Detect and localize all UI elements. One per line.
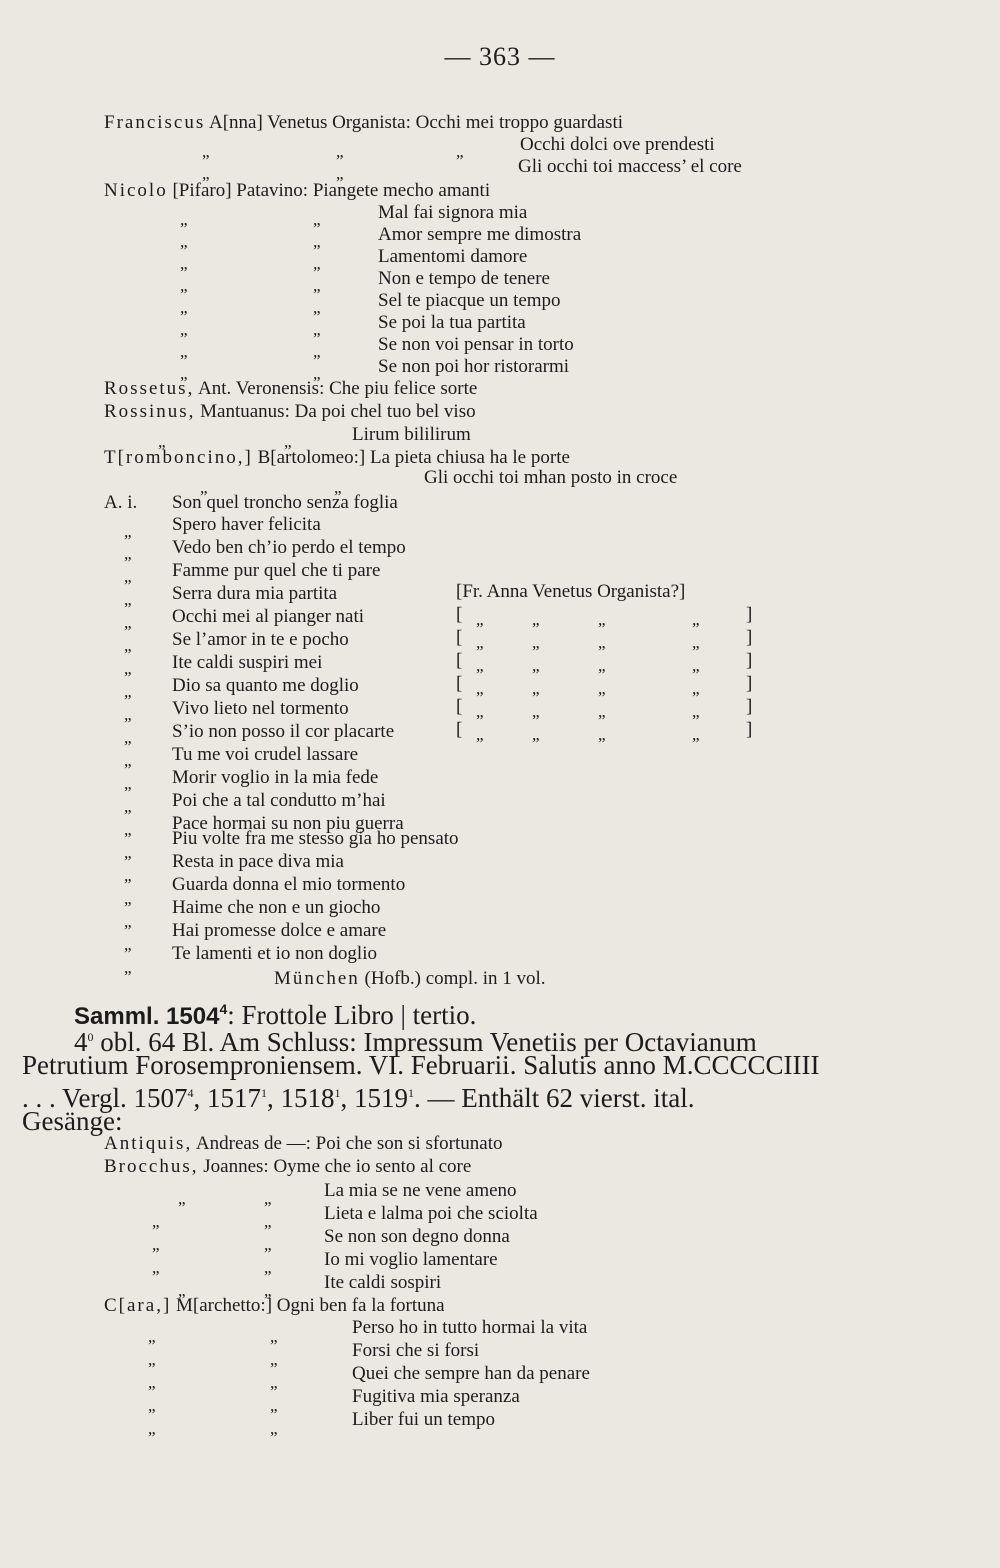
song-title: Se poi la tua partita <box>378 312 526 333</box>
composer-name: Nicolo <box>104 180 168 201</box>
song-title: Guarda donna el mio tormento <box>172 874 406 895</box>
ditto-mark: „ <box>148 1373 156 1392</box>
ditto-mark: „ <box>124 705 132 724</box>
ditto-mark: „ <box>152 1258 160 1277</box>
ditto-mark: „ <box>124 797 132 816</box>
entry-rossetus <box>104 378 477 400</box>
ditto-mark: „ <box>180 342 188 361</box>
song-title: Amor sempre me dimostra <box>378 224 582 245</box>
entry-brocchus <box>104 1156 471 1178</box>
song-title: Se l’amor in te e pocho <box>172 629 349 650</box>
ditto-mark: „ <box>270 1396 278 1415</box>
composer-rest: M[archetto:] Ogni ben fa la fortuna <box>176 1295 445 1316</box>
ditto-mark: „ <box>124 751 132 770</box>
collection-description-line: . . . Vergl. 1507$^4$, 1517$^1$, 1518$^1$, 1519$^1$. — Enthält 62 vierst. ital. <box>22 1083 695 1113</box>
song-title: Quei che sempre han da penare <box>352 1363 590 1384</box>
ditto-mark: „ <box>178 1281 186 1300</box>
composer-rest: Ant. Veronensis: Che piu felice sorte <box>198 378 478 399</box>
song-title: Haime che non e un giocho <box>172 897 381 918</box>
ditto-mark: „ <box>270 1327 278 1346</box>
ditto-mark: „ <box>148 1396 156 1415</box>
song-title: Pace hormai su non piu guerra <box>172 813 404 834</box>
ditto-mark: „ <box>202 164 210 183</box>
book-page: — 363 — Franciscus A[nna] Venetus Organista: Occhi mei troppo guardasti „ „ „ Occhi dolci ove prendesti „ „ Gli occhi toi maccess’ el core Nicolo [Pifaro] Patavino: Piangete mecho amanti „ „ Mal fai signora mia „ „ Amor sempre me dimostra „ „ Lamentomi damore „ „ Non e tempo de tenere „ „ Sel te piacque un tempo „ „ Se poi la tua partita „ „ Se non voi pensar in torto „ „ Se non poi hor ristorarmi Rossetus, Ant. Veronensis: Che piu felice sorte Rossinus, Mantuanus: Da poi chel tuo bel viso „ „ Lirum bililirum T[romboncino,] B[artolomeo:] La pieta chiusa ha le porte „ „ Gli occhi toi mhan posto in croce A. i. Son quel troncho senza foglia „ Spero haver felicita „ Vedo ben ch’io perdo el tempo „ Famme pur quel che ti pare „ Serra dura mia partita [Fr. Anna Venetus Organista?] „ Occhi mei al pianger nati „ Se l’amor in te e pocho „ Ite caldi suspiri mei „ Dio sa quanto me doglio „ Vivo lieto nel tormento „ S’io non posso il cor placarte [ „ „ „ „ ] [ „ „ „ „ ] [ „ „ „ „ ] [ „ „ „ „ ] [ „ „ „ „ ] [ „ „ „ „ ] „ Tu me voi crudel lassare „ Morir voglio in la mia fede „ Poi che a tal condutto m’hai „ Pace hormai su non piu guerra „ Piu volte fra me stesso gia ho pensato „ Resta in pace diva mia „ Guarda donna el mio tormento „ Haime che non e un giocho „ Hai promesse dolce e amare „ Te lamenti et io non doglio München (Hofb.) compl. in 1 vol. Samml. 1504$^4$: Frottole Libro | tertio. $4^0$ obl. 64 Bl. Am Schluss: Impressum Venetiis per Octavianum Petrutium Forosemproniensem. VI. Februarii. Salutis anno M.CCCCCIIII . . . Vergl. 1507$^4$, 1517$^1$, 1518$^1$, 1519$^1$. — Enthält 62 vierst. ital. Gesänge: Antiquis, Andreas de —: Poi che son si sfortunato Brocchus, Joannes: Oyme che io sento al core „ „ La mia se ne vene ameno „ „ Lieta e lalma poi che sciolta „ „ Se non son degno donna „ „ Io mi voglio lamentare „ „ Ite caldi sospiri C[ara,] M[archetto:] Ogni ben fa la fortuna „ „ Perso ho in tutto hormai la vita „ „ Forsi che si forsi „ „ Quei che sempre han da penare „ „ Fugitiva mia speranza „ „ Liber fui un tempo <box>0 0 1000 1568</box>
description-text: obl. 64 Bl. Am Schluss: Impressum Venetiis per Octavianum <box>93 1027 757 1057</box>
composer-name: Brocchus, <box>104 1156 199 1177</box>
ref-sup: 1 <box>408 1086 415 1100</box>
ditto-mark: „ <box>148 1327 156 1346</box>
entry-franciscus <box>104 112 623 134</box>
song-title: Forsi che si forsi <box>352 1340 480 1361</box>
ditto-mark: „ <box>124 820 132 839</box>
ditto-mark: „ <box>264 1258 272 1277</box>
ditto-mark: „ <box>124 590 132 609</box>
ditto-mark: „ <box>313 210 321 229</box>
song-title: Mal fai signora mia <box>378 202 528 223</box>
ditto-mark: „ <box>456 142 464 161</box>
song-title: Dio sa quanto me doglio <box>172 675 359 696</box>
ditto-mark: „ <box>124 544 132 563</box>
page-number: — 363 — <box>444 42 556 71</box>
song-title: Morir voglio in la mia fede <box>172 767 379 788</box>
song-title: Hai promesse dolce e amare <box>172 920 387 941</box>
ref-year: 1519 <box>354 1083 409 1113</box>
format: 4 <box>74 1027 88 1057</box>
composer-rest: Andreas de —: Poi che son si sfortunato <box>195 1133 503 1154</box>
song-title: Ite caldi sospiri <box>324 1272 442 1293</box>
ref-year: 1517 <box>207 1083 262 1113</box>
entry-antiquis <box>104 1133 503 1155</box>
reference-text: . . . Vergl. 1507 <box>22 1083 188 1113</box>
ditto-mark: „ <box>124 889 132 908</box>
composer-name: Franciscus <box>104 112 206 133</box>
song-title: Fugitiva mia speranza <box>352 1386 520 1407</box>
ref-sup: 4 <box>187 1086 194 1100</box>
song-title: Io mi voglio lamentare <box>324 1249 498 1270</box>
ditto-mark: „ <box>264 1212 272 1231</box>
ref-sup: 1 <box>261 1086 268 1100</box>
entry-nicolo <box>104 180 490 202</box>
ditto-mark: „ <box>200 478 208 497</box>
entry-rossinus <box>104 401 476 423</box>
ditto-mark: „ <box>178 1189 186 1208</box>
collection-title: : Frottole Libro | tertio. <box>227 1000 477 1030</box>
ditto-mark: „ <box>152 1212 160 1231</box>
song-title: Famme pur quel che ti pare <box>172 560 381 581</box>
song-title: Vivo lieto nel tormento <box>172 698 349 719</box>
song-title: Lamentomi damore <box>378 246 528 267</box>
ditto-mark: „ <box>264 1235 272 1254</box>
ditto-mark: „ <box>180 298 188 317</box>
city-name: München <box>274 968 360 989</box>
song-title: Poi che a tal condutto m’hai <box>172 790 386 811</box>
song-title: Se non poi hor ristorarmi <box>378 356 570 377</box>
song-title: Lieta e lalma poi che sciolta <box>324 1203 538 1224</box>
song-title: Piangete mecho amanti <box>312 180 491 201</box>
ditto-mark: „ <box>124 728 132 747</box>
collection-description-line: Gesänge: <box>22 1106 123 1136</box>
content-text: — Enthält 62 vierst. ital. <box>420 1083 695 1113</box>
ditto-mark: „ <box>180 320 188 339</box>
ditto-mark: „ <box>284 432 292 451</box>
collection-description-line: Petrutium Forosemproniensem. VI. Februarii. Salutis anno M.CCCCCIIII <box>22 1050 820 1080</box>
composer-name: T[romboncino,] <box>104 447 253 468</box>
ref-year: 1518 <box>280 1083 335 1113</box>
song-title: Se non voi pensar in torto <box>378 334 574 355</box>
song-title: Liber fui un tempo <box>352 1409 495 1430</box>
location-details: (Hofb.) compl. in 1 vol. <box>364 968 546 989</box>
ditto-mark: „ <box>180 210 188 229</box>
collection-id: Samml. 1504 <box>74 1003 220 1030</box>
song-title: Serra dura mia partita <box>172 583 338 604</box>
song-title: Lirum bililirum <box>352 424 471 445</box>
ditto-mark: „ <box>336 164 344 183</box>
composer-rest: B[artolomeo:] La pieta chiusa ha le porte <box>257 447 570 468</box>
composer-rest: A[nna] Venetus Organista: <box>208 112 411 133</box>
attribution-note: [Fr. Anna Venetus Organista?] <box>456 581 686 602</box>
song-title: Gli occhi toi mhan posto in croce <box>424 467 678 488</box>
format-sup: 0 <box>87 1030 94 1044</box>
ditto-mark: „ <box>124 912 132 931</box>
ditto-mark: „ <box>264 1281 272 1300</box>
ditto-mark: „ <box>270 1373 278 1392</box>
ditto-mark: „ <box>180 254 188 273</box>
ditto-mark: „ <box>124 659 132 678</box>
ditto-mark: „ <box>124 522 132 541</box>
ditto-mark: „ <box>270 1350 278 1369</box>
song-title: Occhi mei troppo guardasti <box>415 112 623 133</box>
ditto-mark: „ <box>124 774 132 793</box>
song-title: S’io non posso il cor placarte <box>172 721 395 742</box>
composer-rest: Mantuanus: Da poi chel tuo bel viso <box>200 401 476 422</box>
composer-name: C[ara,] <box>104 1295 172 1316</box>
song-title: Sel te piacque un tempo <box>378 290 561 311</box>
ditto-mark: „ <box>124 935 132 954</box>
song-title: Spero haver felicita <box>172 514 321 535</box>
composer-rest: Joannes: Oyme che io sento al core <box>203 1156 472 1177</box>
ref-sup: 1 <box>334 1086 341 1100</box>
ditto-mark: „ <box>334 478 342 497</box>
song-title: Se non son degno donna <box>324 1226 510 1247</box>
song-title: Ite caldi suspiri mei <box>172 652 323 673</box>
composer-name: Rossetus, <box>104 378 195 399</box>
ditto-mark: „ <box>124 866 132 885</box>
collection-sup: 4 <box>219 1001 228 1017</box>
ditto-mark: „ <box>124 567 132 586</box>
song-title: Gli occhi toi maccess’ el core <box>518 156 742 177</box>
composer-name: Antiquis, <box>104 1133 193 1154</box>
anonymous-label: A. i. <box>104 492 138 513</box>
song-title: Son quel troncho senza foglia <box>172 492 398 513</box>
ditto-mark: „ <box>158 432 166 451</box>
song-title: Te lamenti et io non doglio <box>172 943 377 964</box>
ditto-mark: „ <box>148 1350 156 1369</box>
song-title: Vedo ben ch’io perdo el tempo <box>172 537 406 558</box>
ditto-mark: „ <box>124 843 132 862</box>
ditto-mark: „ <box>180 232 188 251</box>
ditto-mark: „ <box>313 320 321 339</box>
ditto-mark: „ <box>202 142 210 161</box>
song-title: Resta in pace diva mia <box>172 851 344 872</box>
ditto-mark: „ <box>313 298 321 317</box>
ditto-mark: „ <box>270 1419 278 1438</box>
song-title: Tu me voi crudel lassare <box>172 744 359 765</box>
library-location <box>274 968 546 990</box>
song-title: Perso ho in tutto hormai la vita <box>352 1317 588 1338</box>
ditto-mark: „ <box>264 1189 272 1208</box>
ditto-mark: „ <box>313 342 321 361</box>
ditto-mark: „ <box>124 613 132 632</box>
ditto-mark: „ <box>313 276 321 295</box>
composer-rest: [Pifaro] Patavino: <box>172 180 309 201</box>
ditto-mark: „ <box>313 232 321 251</box>
song-title: Occhi mei al pianger nati <box>172 606 365 627</box>
ditto-mark: „ <box>313 364 321 383</box>
entry-cara <box>104 1295 445 1317</box>
ditto-mark: „ <box>152 1235 160 1254</box>
ditto-mark: „ <box>148 1419 156 1438</box>
composer-name: Rossinus, <box>104 401 196 422</box>
song-title: La mia se ne vene ameno <box>324 1180 517 1201</box>
ditto-mark: „ <box>180 364 188 383</box>
ditto-mark: „ <box>124 682 132 701</box>
ditto-mark: „ <box>124 958 132 977</box>
song-title: Non e tempo de tenere <box>378 268 550 289</box>
ditto-mark: „ <box>313 254 321 273</box>
ditto-mark: „ <box>124 636 132 655</box>
ditto-mark: „ <box>336 142 344 161</box>
song-title: Piu volte fra me stesso gia ho pensato <box>172 828 459 849</box>
entry-tromboncino <box>104 447 570 469</box>
song-title: Occhi dolci ove prendesti <box>520 134 715 155</box>
ditto-mark: „ <box>180 276 188 295</box>
